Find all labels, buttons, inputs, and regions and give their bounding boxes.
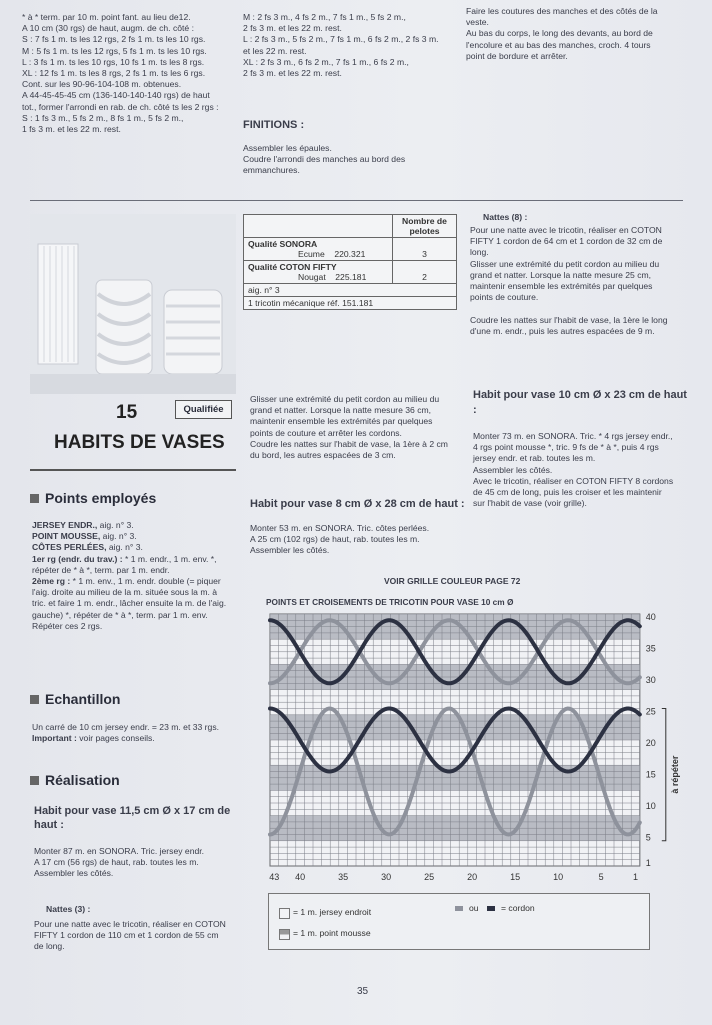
legend-jersey-text: = 1 m. jersey endroit [293,907,372,917]
section-square-icon [30,695,39,704]
section-divider [30,200,683,201]
legend-cord-light-symbol [455,906,463,911]
text-line: Cont. sur les 90-96-104-108 m. obtenues. [22,79,182,90]
quality-badge: Qualifiée [175,400,232,419]
text-line: M : 5 fs 1 m. ts les 12 rgs, 5 fs 1 m. ts les 10 rgs. [22,45,207,56]
echantillon-section-title [30,691,120,707]
term-label: CÔTES PERLÉES, [32,542,107,553]
text-line: points de couture. [470,292,539,303]
text-line: XL : 12 fs 1 m. ts les 8 rgs, 2 fs 1 m. ts les 6 rgs. [22,68,206,79]
vase2-text [250,523,460,557]
sonora-color: Ecume [298,249,325,259]
term-label: 2ème rg : [32,576,71,587]
text-line: L : 2 fs 3 m., 5 fs 2 m., 7 fs 1 m., 6 fs 2 m., 2 fs 3 m. [243,34,439,45]
text-line: Pour une natte avec le tricotin, réaliser en COTON [34,919,226,929]
text-line: Monter 53 m. en SONORA. Tric. côtes perlées. [250,523,430,533]
text-line: emmanchures. [243,165,300,176]
realisation-title-text: Réalisation [45,772,120,788]
text-line: points de couture et arrêter les cordons. [250,427,402,438]
nattes8-title: Nattes (8) : [483,212,528,222]
y-tick-label: 5 [645,832,651,843]
text-line: d'une m. endr., puis les autres espacées de 9 m. [470,325,655,336]
text-line: Coudre les nattes sur l'habit de vase, la 1ère le long [470,314,668,325]
y-tick-label: 1 [645,857,651,868]
text-line: S : 1 fs 3 m., 5 fs 2 m., 8 fs 1 m., 5 fs 2 m., [22,112,184,123]
y-tick-label: 35 [645,643,656,654]
y-tick-label: 30 [645,675,656,686]
y-tick-label: 40 [645,612,656,623]
term-label: Important : [32,733,77,744]
text-line: 1 fs 3 m. et les 22 m. rest. [22,124,121,135]
text-line: Faire les coutures des manches et des côtés de la [466,6,658,16]
x-tick-label: 20 [467,872,478,882]
text-line: L : 3 fs 1 m. ts les 10 rgs, 10 fs 1 m. ts les 8 rgs. [22,56,205,67]
grid-legend [268,893,650,950]
term-label: JERSEY ENDR., [32,520,98,530]
term-text: gauche) *, répéter de * à *, term. par 1 m. env. [32,609,208,620]
mousse-stripe [270,778,640,784]
vases-photo [30,214,236,394]
x-tick-label: 1 [632,872,639,882]
legend-mousse-text: = 1 m. point mousse [293,928,371,938]
mousse-stripe [270,784,640,790]
legend-cord-text: = cordon [501,903,535,913]
materials-table [243,214,457,310]
title-underline [30,469,236,471]
grid-title: POINTS ET CROISEMENTS DE TRICOTIN POUR VASE 10 cm Ø [266,597,514,607]
x-tick-label: 15 [510,872,521,882]
text-line: Pour une natte avec le tricotin, réaliser en COTON [470,225,662,235]
text-line [32,587,242,598]
text-line [32,542,242,553]
term-text: * 1 m. endr., 1 m. env. *, [122,553,217,564]
text-line [32,554,242,565]
term-label: 1er rg (endr. du trav.) : [32,553,123,564]
quality-sonora: Qualité SONORA [248,239,318,249]
legend-mousse-symbol [279,929,290,940]
y-tick-label: 25 [645,706,656,717]
text-line: grand et natter. Lorsque la natte mesure 25 cm, [470,269,652,280]
grid-reference: VOIR GRILLE COULEUR PAGE 72 [384,576,521,586]
term-text: Un carré de 10 cm jersey endr. = 23 m. et 33 rgs. [32,722,220,732]
text-line: de long. [34,941,65,952]
text-line [32,565,242,576]
text-line: S : 7 fs 1 m. ts les 12 rgs, 2 fs 1 m. ts les 10 rgs. [22,34,206,45]
finitions-text [243,143,455,177]
x-tick-label: 10 [553,872,564,882]
needle-size: aig. n° 3 [244,284,457,297]
text-line: sur l'habit de vase (voir grille). [473,498,587,509]
text-line: FIFTY 1 cordon de 110 cm et 1 cordon de 55 cm [34,930,219,941]
tricotin-grid-chart [262,608,692,888]
nattes8-text [470,225,688,337]
coton-ref: 225.181 [335,272,367,282]
text-line: Coudre les nattes sur l'habit de vase, la 1ère à 2 cm [250,438,448,449]
term-text: aig. n° 3. [97,520,134,530]
nattes3-text [34,919,244,953]
vase1-text [34,846,242,880]
mousse-stripe [270,715,640,721]
text-line: 2 fs 3 m. et les 22 m. rest. [243,68,342,79]
text-line: A 25 cm (102 rgs) de haut, rab. toutes les m. [250,534,420,545]
term-label: POINT MOUSSE, [32,531,101,542]
materials-header-blank [244,215,393,238]
term-text: l'aig. droite au milieu de la m. située sous la m. à [32,587,218,598]
coton-color: Nougat [298,272,326,282]
text-line: veste. [466,17,489,28]
text-line: Au bas du corps, le long des devants, au bord de [466,28,653,39]
text-line [32,576,242,587]
term-text: répéter de * à *, term. par 1 m. endr. [32,564,170,575]
coton-qty: 2 [393,261,457,284]
text-line: A 17 cm (56 rgs) de haut, rab. toutes les m. [34,857,199,868]
text-line: Assembler les côtés. [34,868,114,879]
y-tick-label: 10 [645,801,656,812]
text-line: jersey endr. et rab. toutes les m. [473,453,596,464]
text-line: Glisser une extrémité du petit cordon au milieu du [470,258,660,269]
x-tick-label: 25 [424,872,435,882]
mousse-stripe [270,828,640,834]
text-line: Assembler les côtés. [473,464,553,475]
text-line: maintenir ensemble les extrémités par quelques [470,281,653,292]
sonora-qty: 3 [393,238,457,261]
finitions-title: FINITIONS : [243,119,305,131]
legend-or: ou [469,903,479,913]
text-line: XL : 2 fs 3 m., 6 fs 2 m., 7 fs 1 m., 6 fs 2 m., [243,56,409,67]
term-text: aig. n° 3. [106,542,143,553]
text-line: M : 2 fs 3 m., 4 fs 2 m., 7 fs 1 m., 5 fs 2 m., [243,12,406,22]
text-line: A 44-45-45-45 cm (136-140-140-140 rgs) de haut [22,90,210,101]
vase3-title: Habit pour vase 10 cm Ø x 23 cm de haut : [473,389,687,416]
points-section-title [30,490,156,506]
text-line: 4 rgs point mousse *, tric. 9 fs de * à *, puis 4 rgs [473,442,659,453]
text-line [32,598,242,609]
text-line: maintenir ensemble les extrémités par quelques [250,416,433,427]
text-line: et les 22 m. rest. [243,45,307,56]
vase3-text [473,431,688,509]
top-column-1 [22,12,237,135]
mousse-stripe [270,835,640,841]
tricotin-tool: 1 tricotin mécanique réf. 151.181 [244,297,457,310]
term-text: Répéter ces 2 rgs. [32,620,103,631]
mousse-stripe [270,822,640,828]
text-line: Monter 73 m. en SONORA. Tric. * 4 rgs jersey endr., [473,431,673,441]
model-number: 15 [116,402,138,423]
text-line [32,722,242,733]
repeat-bracket [662,709,666,841]
materials-header: Nombre de pelotes [393,215,457,238]
model-title: HABITS DE VASES [54,432,225,453]
y-tick-label: 15 [645,769,656,780]
sonora-ref: 220.321 [334,249,366,259]
term-text: tric. et faire 1 m. endr., lâcher ensuite la m. de l'aig. [32,598,227,609]
text-line [32,610,242,621]
text-line: A 10 cm (30 rgs) de haut, augm. de ch. côté : [22,23,194,34]
text-line [32,520,242,531]
middle-column-text [250,394,460,461]
vase2-title: Habit pour vase 8 cm Ø x 28 cm de haut : [250,498,465,510]
echantillon-title-text: Echantillon [45,691,121,707]
text-line [470,303,688,314]
text-line: point de bordure et arrêter. [466,50,568,61]
text-line [32,531,242,542]
x-tick-label: 40 [295,872,306,882]
text-line: Assembler les épaules. [243,143,332,153]
text-line: * à * term. par 10 m. point fant. au lieu de12. [22,12,191,22]
x-tick-label: 35 [338,872,349,882]
points-title-text: Points employés [45,490,157,506]
text-line: FIFTY 1 cordon de 64 cm et 1 cordon de 32 cm de [470,236,663,247]
term-text: aig. n° 3. [100,531,137,542]
text-line: l'encolure et au bas des manches, croch. 4 tours [466,39,651,50]
x-tick-label: 43 [269,872,280,882]
text-line: tot., former l'arrondi en rab. de ch. côté ts les 2 rgs : [22,101,219,112]
mousse-stripe [270,816,640,822]
section-square-icon [30,776,39,785]
text-line: Assembler les côtés. [250,545,330,556]
text-line: Glisser une extrémité du petit cordon au milieu du [250,394,440,404]
text-line [32,733,242,744]
x-tick-label: 30 [381,872,392,882]
text-line [32,621,242,632]
legend-cord-dark-symbol [487,906,495,911]
x-tick-label: 5 [598,872,604,882]
text-line: grand et natter. Lorsque la natte mesure 36 cm, [250,405,432,416]
section-square-icon [30,494,39,503]
nattes3-title: Nattes (3) : [46,904,91,914]
y-tick-label: 20 [645,738,656,749]
echantillon-text [32,722,242,744]
realisation-section-title [30,772,120,788]
text-line: Coudre l'arrondi des manches au bord des [243,154,406,165]
repeat-label: à répéter [669,755,680,794]
top-column-3 [466,6,688,62]
term-text: * 1 m. env., 1 m. endr. double (= piquer [70,576,221,587]
vase1-title: Habit pour vase 11,5 cm Ø x 17 cm de haut : [34,805,231,831]
quality-sonora-cell [244,238,393,261]
top-column-2 [243,12,458,79]
quality-coton-cell [244,261,393,284]
term-text: voir pages conseils. [76,733,155,744]
page-number: 35 [357,986,369,997]
text-line: Avec le tricotin, réaliser en COTON FIFTY 8 cordons [473,475,674,486]
text-line: 2 fs 3 m. et les 22 m. rest. [243,23,342,34]
quality-coton-fifty: Qualité COTON FIFTY [248,262,337,272]
legend-jersey-symbol [279,908,290,919]
text-line: de 45 cm de long, puis les croiser et les maintenir [473,487,662,498]
text-line: long. [470,247,489,258]
text-line: Monter 87 m. en SONORA. Tric. jersey endr. [34,846,205,856]
points-text [32,520,242,632]
text-line: du bord, les autres espacées de 3 cm. [250,450,396,461]
